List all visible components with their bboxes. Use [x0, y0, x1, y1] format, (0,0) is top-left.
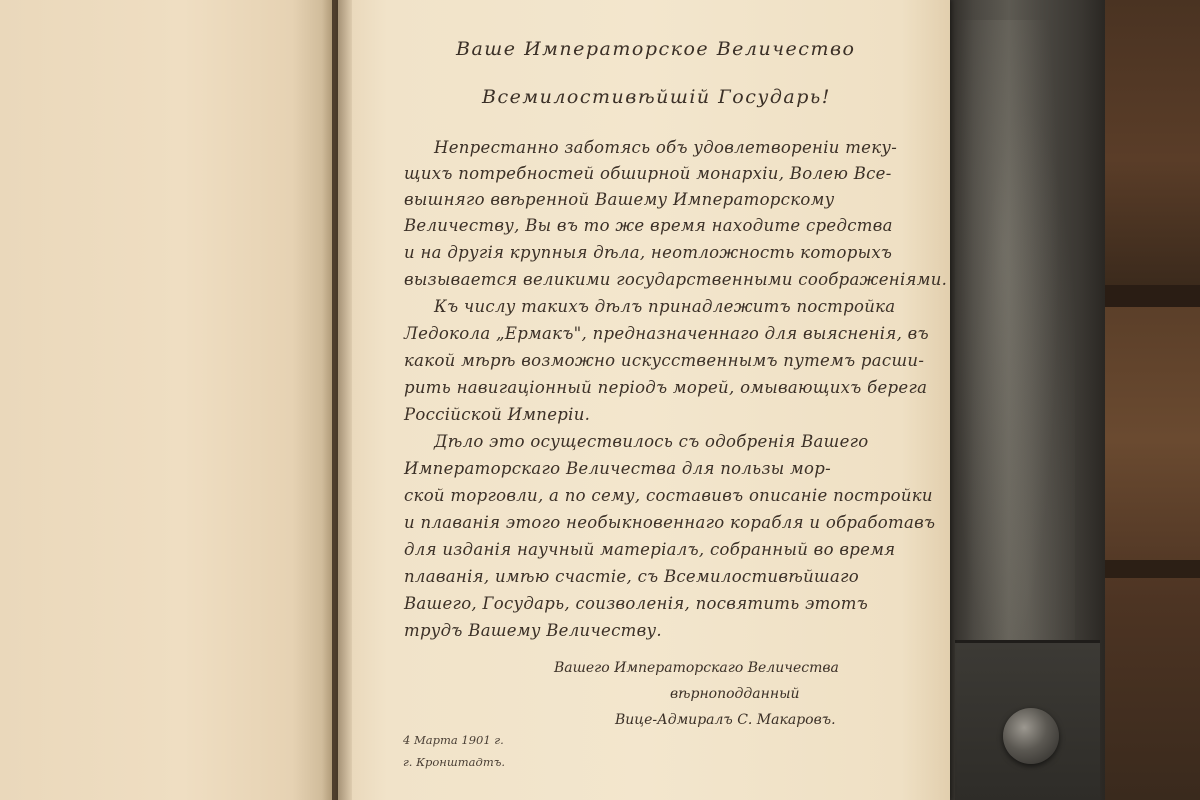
body-line: ской торговли, а по сему, составивъ описаніе постройки — [404, 486, 933, 505]
dedication-heading-line-2: Всемилостивѣйшій Государь! — [482, 86, 831, 108]
body-line: Непрестанно заботясь объ удовлетвореніи теку- — [434, 138, 898, 157]
book-gutter — [322, 0, 352, 800]
body-line: и плаванія этого необыкновеннаго корабля и обработавъ — [404, 513, 936, 532]
dedication-heading-line-1: Ваше Императорское Величество — [456, 38, 856, 60]
body-line: щихъ потребностей обширной монархіи, Волею Все- — [404, 164, 892, 183]
body-line: вышняго ввѣренной Вашему Императорскому — [404, 190, 835, 209]
body-line: Россійской Имперіи. — [404, 405, 591, 424]
body-line: вызывается великими государственными соображеніями. — [404, 270, 948, 289]
body-line: Ледокола „Ермакъ", предназначеннаго для выясненія, въ — [404, 324, 929, 343]
body-line: для изданія научный матеріалъ, собранный во время — [404, 540, 896, 559]
body-line: Величеству, Вы въ то же время находите средства — [404, 216, 893, 235]
signature-line-2: вѣрноподданный — [670, 686, 800, 702]
body-line: Императорскаго Величества для пользы мор- — [404, 459, 831, 478]
body-line: Дѣло это осуществилось съ одобренія Вашего — [434, 432, 869, 451]
body-line: Къ числу такихъ дѣлъ принадлежитъ постройка — [434, 297, 896, 316]
left-blank-page — [0, 0, 332, 800]
body-line: рить навигаціонный періодъ морей, омывающихъ берега — [404, 378, 928, 397]
body-line: плаванія, имѣю счастіе, съ Всемилостивѣйшаго — [404, 567, 859, 586]
signature-line-1: Вашего Императорскаго Величества — [554, 660, 839, 676]
body-line: трудъ Вашему Величеству. — [404, 621, 662, 640]
body-line: какой мѣрѣ возможно искусственнымъ путемъ расши- — [404, 351, 925, 370]
signature-name: Вице-Адмиралъ С. Макаровъ. — [615, 712, 836, 728]
body-line: и на другія крупныя дѣла, неотложность которыхъ — [404, 243, 893, 262]
date-line: 4 Марта 1901 г. — [403, 733, 504, 747]
right-text-page — [338, 0, 950, 800]
body-line: Вашего, Государь, соизволенія, посвятить этотъ — [404, 594, 869, 613]
rivet-icon — [1003, 708, 1059, 764]
wooden-surface — [1105, 0, 1200, 800]
place-line: г. Кронштадтъ. — [403, 755, 506, 769]
